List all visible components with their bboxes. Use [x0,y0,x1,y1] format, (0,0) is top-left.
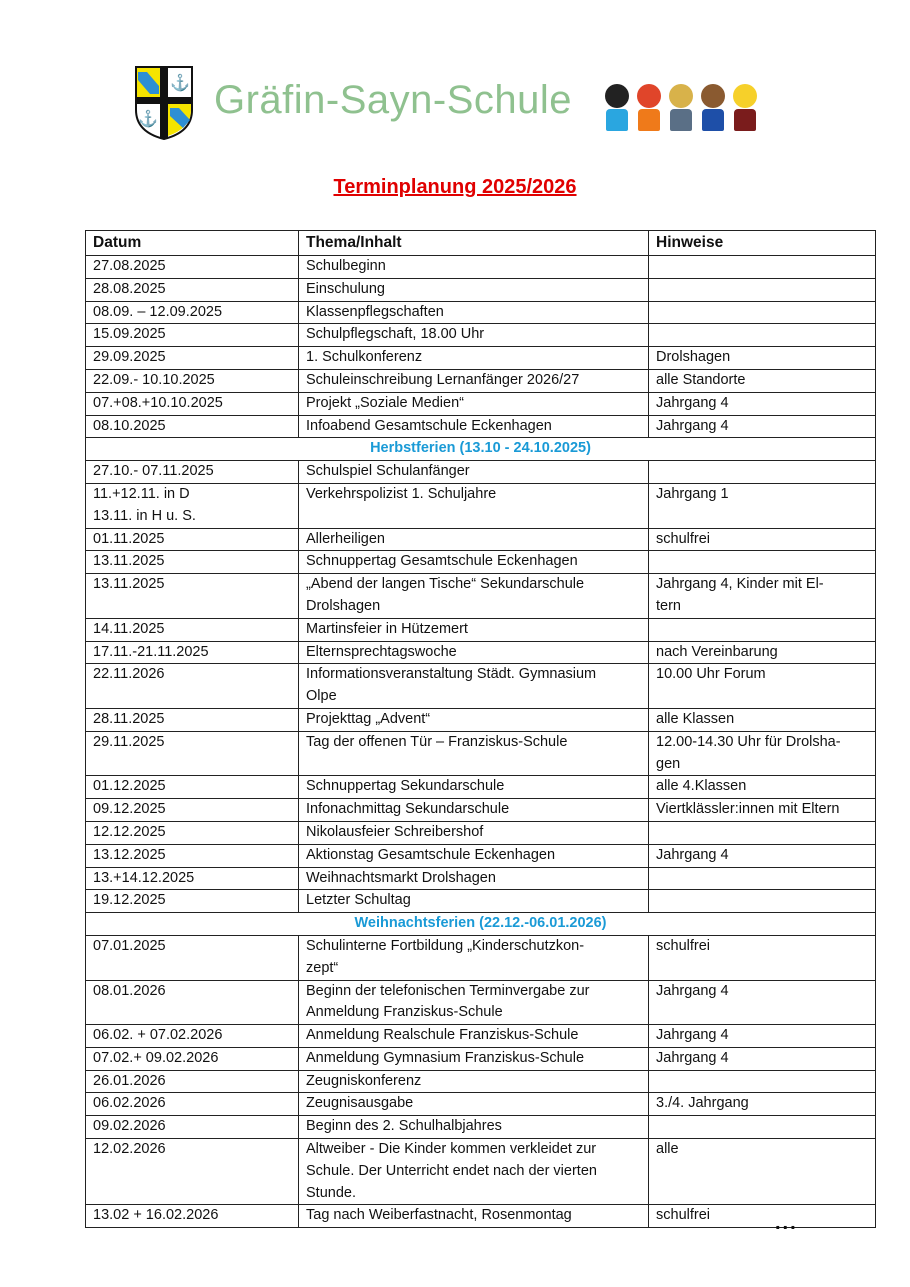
topic-cell: Schnuppertag Sekundarschule [299,776,649,799]
table-row [86,369,876,392]
table-row [86,664,876,709]
topic-cell: Zeugniskonferenz [299,1070,649,1093]
table-row [86,1070,876,1093]
table-row [86,392,876,415]
date-cell: 28.11.2025 [86,708,299,731]
date-cell: 22.11.2026 [86,664,299,709]
note-cell: Viertklässler:innen mit Eltern [649,799,876,822]
note-cell: 10.00 Uhr Forum [649,664,876,709]
topic-cell: Letzter Schultag [299,890,649,913]
table-row [86,324,876,347]
school-name: Gräfin-Sayn-Schule [214,78,573,122]
table-row [86,347,876,370]
table-row [86,1047,876,1070]
note-cell: alle [649,1139,876,1205]
date-cell: 01.12.2025 [86,776,299,799]
note-cell: Jahrgang 4 [649,844,876,867]
date-cell: 13.12.2025 [86,844,299,867]
note-cell: schulfrei [649,1205,876,1228]
school-crest-logo [135,66,193,140]
table-row [86,708,876,731]
svg-text:⚓: ⚓ [138,111,158,128]
table-row [86,980,876,1025]
table-row [86,415,876,438]
holiday-section-label: Weihnachtsferien (22.12.-06.01.2026) [86,913,876,936]
topic-cell: Infonachmittag Sekundarschule [299,799,649,822]
holiday-section-label: Herbstferien (13.10 - 24.10.2025) [86,438,876,461]
note-cell: 12.00-14.30 Uhr für Drolsha- gen [649,731,876,776]
topic-cell: Martinsfeier in Hützemert [299,618,649,641]
topic-cell: Schulspiel Schulanfänger [299,461,649,484]
column-header-notes: Hinweise [649,231,876,256]
column-header-topic: Thema/Inhalt [299,231,649,256]
table-row [86,528,876,551]
date-cell: 13.11.2025 [86,551,299,574]
table-row [86,890,876,913]
topic-cell: Informationsveranstaltung Städt. Gymnasium Olpe [299,664,649,709]
date-cell: 22.09.- 10.10.2025 [86,369,299,392]
table-row [86,776,876,799]
section-row [86,913,876,936]
note-cell: Jahrgang 4, Kinder mit El- tern [649,574,876,619]
note-cell [649,618,876,641]
date-cell: 27.10.- 07.11.2025 [86,461,299,484]
topic-cell: Allerheiligen [299,528,649,551]
continuation-ellipsis: ... [775,1212,798,1234]
date-cell: 27.08.2025 [86,256,299,279]
topic-cell: Schulbeginn [299,256,649,279]
date-cell: 19.12.2025 [86,890,299,913]
note-cell: schulfrei [649,528,876,551]
date-cell: 08.10.2025 [86,415,299,438]
table-row [86,731,876,776]
topic-cell: Verkehrspolizist 1. Schuljahre [299,483,649,528]
topic-cell: Projekttag „Advent“ [299,708,649,731]
table-row [86,278,876,301]
topic-cell: Schulpflegschaft, 18.00 Uhr [299,324,649,347]
table-header-row [86,231,876,256]
table-row [86,461,876,484]
topic-cell: Altweiber - Die Kinder kommen verkleidet zur Schule. Der Unterricht endet nach der vierten Stunde. [299,1139,649,1205]
table-row [86,1116,876,1139]
date-cell: 15.09.2025 [86,324,299,347]
topic-cell: Tag nach Weiberfastnacht, Rosenmontag [299,1205,649,1228]
topic-cell: Anmeldung Gymnasium Franziskus-Schule [299,1047,649,1070]
topic-cell: Klassenpflegschaften [299,301,649,324]
topic-cell: Elternsprechtagswoche [299,641,649,664]
date-cell: 12.02.2026 [86,1139,299,1205]
table-row [86,935,876,980]
note-cell: schulfrei [649,935,876,980]
note-cell: alle 4.Klassen [649,776,876,799]
table-row [86,256,876,279]
note-cell: Drolshagen [649,347,876,370]
table-row [86,551,876,574]
table-row [86,483,876,528]
note-cell: Jahrgang 4 [649,1047,876,1070]
table-row [86,1139,876,1205]
date-cell: 17.11.-21.11.2025 [86,641,299,664]
topic-cell: Schulinterne Fortbildung „Kinderschutzkon- zept“ [299,935,649,980]
topic-cell: Projekt „Soziale Medien“ [299,392,649,415]
date-cell: 06.02. + 07.02.2026 [86,1025,299,1048]
table-row [86,844,876,867]
table-row [86,1205,876,1228]
table-row [86,574,876,619]
table-row [86,867,876,890]
date-cell: 28.08.2025 [86,278,299,301]
topic-cell: 1. Schulkonferenz [299,347,649,370]
note-cell [649,278,876,301]
date-cell: 07.+08.+10.10.2025 [86,392,299,415]
date-cell: 07.01.2025 [86,935,299,980]
table-row [86,799,876,822]
date-cell: 29.11.2025 [86,731,299,776]
date-cell: 07.02.+ 09.02.2026 [86,1047,299,1070]
note-cell: Jahrgang 1 [649,483,876,528]
topic-cell: Einschulung [299,278,649,301]
date-cell: 09.12.2025 [86,799,299,822]
date-cell: 11.+12.11. in D 13.11. in H u. S. [86,483,299,528]
date-cell: 26.01.2026 [86,1070,299,1093]
table-row [86,821,876,844]
topic-cell: Schnuppertag Gesamtschule Eckenhagen [299,551,649,574]
table-row [86,1025,876,1048]
note-cell [649,1116,876,1139]
date-cell: 29.09.2025 [86,347,299,370]
note-cell: alle Standorte [649,369,876,392]
svg-text:⚓: ⚓ [170,75,190,92]
table-row [86,1093,876,1116]
table-row [86,301,876,324]
topic-cell: Zeugnisausgabe [299,1093,649,1116]
note-cell: nach Vereinbarung [649,641,876,664]
date-cell: 12.12.2025 [86,821,299,844]
date-cell: 13.+14.12.2025 [86,867,299,890]
date-cell: 08.09. – 12.09.2025 [86,301,299,324]
table-row [86,641,876,664]
note-cell [649,867,876,890]
note-cell [649,256,876,279]
note-cell: alle Klassen [649,708,876,731]
topic-cell: Weihnachtsmarkt Drolshagen [299,867,649,890]
note-cell [649,301,876,324]
topic-cell: Infoabend Gesamtschule Eckenhagen [299,415,649,438]
note-cell [649,551,876,574]
schedule-table [85,230,876,1228]
section-row [86,438,876,461]
note-cell: Jahrgang 4 [649,392,876,415]
note-cell: Jahrgang 4 [649,980,876,1025]
note-cell: Jahrgang 4 [649,415,876,438]
date-cell: 09.02.2026 [86,1116,299,1139]
topic-cell: Anmeldung Realschule Franziskus-Schule [299,1025,649,1048]
note-cell [649,1070,876,1093]
note-cell: 3./4. Jahrgang [649,1093,876,1116]
note-cell [649,890,876,913]
note-cell [649,324,876,347]
column-header-date: Datum [86,231,299,256]
note-cell [649,821,876,844]
table-row [86,618,876,641]
note-cell: Jahrgang 4 [649,1025,876,1048]
date-cell: 06.02.2026 [86,1093,299,1116]
topic-cell: Tag der offenen Tür – Franziskus-Schule [299,731,649,776]
note-cell [649,461,876,484]
topic-cell: Nikolausfeier Schreibershof [299,821,649,844]
topic-cell: Beginn des 2. Schulhalbjahres [299,1116,649,1139]
children-illustration [603,84,759,132]
topic-cell: Schuleinschreibung Lernanfänger 2026/27 [299,369,649,392]
topic-cell: Aktionstag Gesamtschule Eckenhagen [299,844,649,867]
topic-cell: „Abend der langen Tische“ Sekundarschule Drolshagen [299,574,649,619]
date-cell: 13.02 + 16.02.2026 [86,1205,299,1228]
date-cell: 08.01.2026 [86,980,299,1025]
topic-cell: Beginn der telefonischen Terminvergabe zur Anmeldung Franziskus-Schule [299,980,649,1025]
date-cell: 14.11.2025 [86,618,299,641]
date-cell: 13.11.2025 [86,574,299,619]
date-cell: 01.11.2025 [86,528,299,551]
document-title: Terminplanung 2025/2026 [333,176,577,198]
